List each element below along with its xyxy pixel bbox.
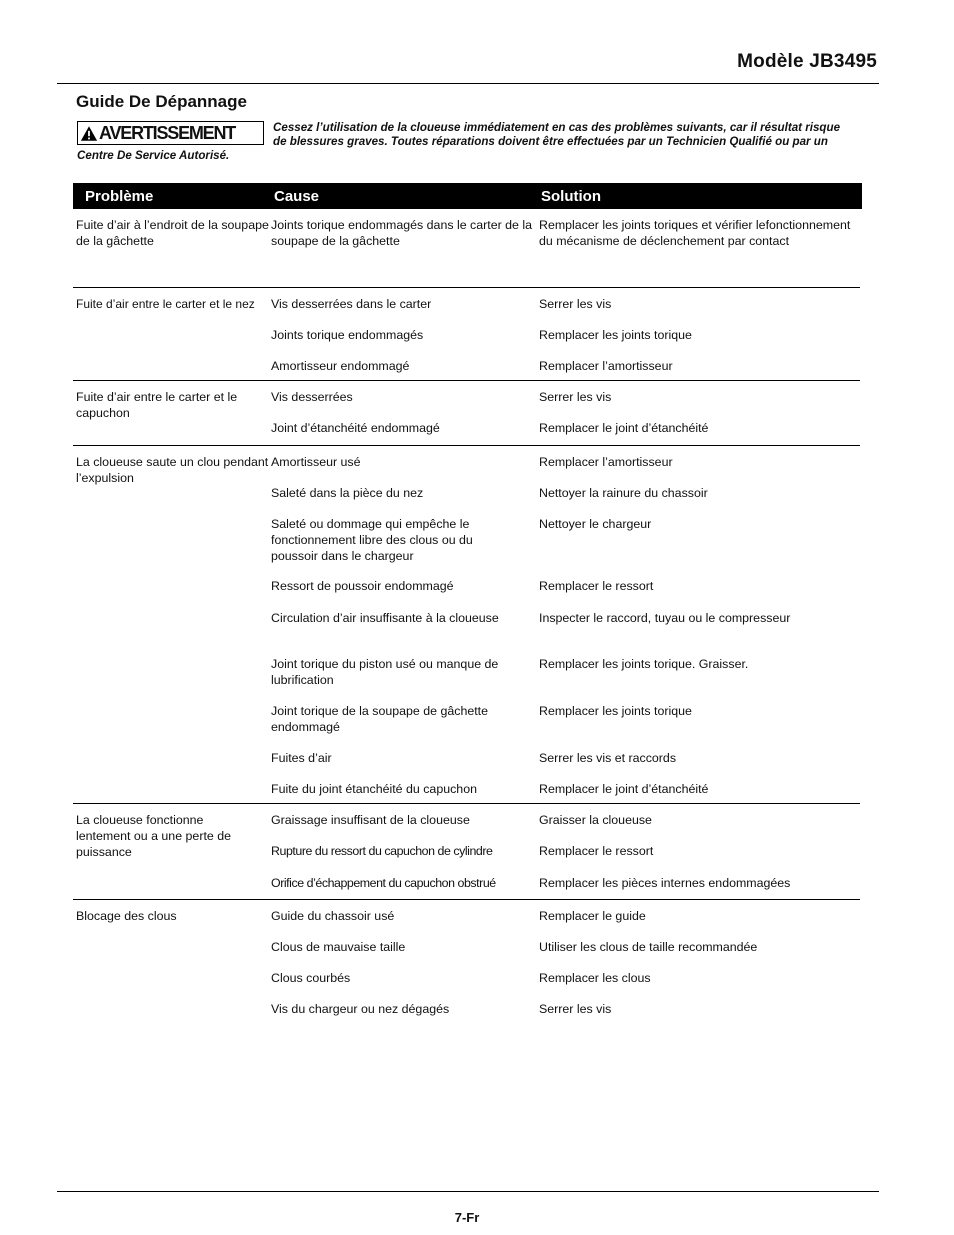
table-row: [269, 843, 860, 875]
table-row: [269, 389, 860, 420]
cause-cell: Clous courbés: [271, 971, 351, 985]
table-row: [269, 939, 860, 970]
troubleshooting-table: [73, 183, 862, 1020]
solution-cell: Remplacer le joint d’étanchéité: [539, 782, 709, 796]
table-group: [73, 804, 860, 900]
table-group: [73, 446, 860, 804]
cause-cell: Fuites d’air: [271, 751, 332, 765]
cause-cell: Saleté ou dommage qui empêche le fonctionnement libre des clous ou du poussoir dans le chargeur: [271, 517, 473, 563]
solution-cell: Serrer les vis et raccords: [539, 751, 677, 765]
cause-cell: Joints torique endommagés dans le carter de la soupape de la gâchette: [271, 218, 533, 248]
table-row: [269, 296, 860, 327]
table-row: [269, 656, 860, 703]
table-row: [269, 750, 860, 781]
solution-cell: Remplacer l’amortisseur: [539, 455, 673, 469]
table-row: [269, 703, 860, 750]
cause-cell: Vis desserrées dans le carter: [271, 297, 432, 311]
warning-triangle-icon: [80, 125, 98, 142]
header-rule: [57, 83, 879, 84]
table-row: [269, 781, 860, 797]
header-cause: Cause: [274, 187, 320, 205]
cause-cell: Guide du chassoir usé: [271, 909, 395, 923]
solution-cell: Serrer les vis: [539, 1002, 612, 1016]
table-group: [73, 381, 860, 446]
solution-cell: Utiliser les clous de taille recommandée: [539, 940, 758, 954]
cause-cell: Joint torique de la soupape de gâchette endommagé: [271, 704, 488, 734]
table-group: [73, 288, 860, 381]
cause-cell: Joint d’étanchéité endommagé: [271, 421, 440, 435]
solution-cell: Remplacer le guide: [539, 909, 646, 923]
problem-cell: Blocage des clous: [76, 909, 177, 923]
table-row: [269, 610, 860, 656]
cause-cell: Fuite du joint étanchéité du capuchon: [271, 782, 477, 796]
cause-cell: Joints torique endommagés: [271, 328, 424, 342]
footer-rule: [57, 1191, 879, 1192]
solution-cell: Remplacer le ressort: [539, 579, 654, 593]
cause-cell: Vis desserrées: [271, 390, 353, 404]
table-group: [73, 209, 860, 288]
solution-cell: Remplacer le ressort: [539, 844, 654, 858]
table-row: [269, 812, 860, 843]
warning-label: AVERTISSEMENT: [99, 123, 236, 143]
problem-cell: La cloueuse saute un clou pendant l’expulsion: [76, 455, 269, 485]
cause-cell: Graissage insuffisant de la cloueuse: [271, 813, 470, 827]
table-row: [269, 327, 860, 358]
cause-cell: Rupture du ressort du capuchon de cylindre: [271, 844, 493, 858]
warning-badge: [77, 121, 264, 145]
solution-cell: Remplacer les joints toriques et vérifier lefonctionnement du mécanisme de déclenchement par contact: [539, 218, 851, 248]
cause-cell: Circulation d’air insuffisante à la cloueuse: [271, 611, 499, 625]
cause-cell: Amortisseur usé: [271, 455, 361, 469]
cause-cell: Clous de mauvaise taille: [271, 940, 406, 954]
page-number: 7-Fr: [454, 1210, 480, 1225]
solution-cell: Remplacer les clous: [539, 971, 651, 985]
cause-cell: Amortisseur endommagé: [271, 359, 410, 373]
problem-cell: La cloueuse fonctionne lentement ou a une perte de puissance: [76, 813, 231, 859]
table-row: [269, 454, 860, 485]
solution-cell: Nettoyer le chargeur: [539, 517, 652, 531]
cause-cell: Orifice d’échappement du capuchon obstrué: [271, 876, 496, 890]
model-title: Modèle JB3495: [737, 51, 877, 72]
solution-cell: Serrer les vis: [539, 390, 612, 404]
table-row: [269, 420, 860, 436]
table-row: [269, 516, 860, 578]
solution-cell: Graisser la cloueuse: [539, 813, 652, 827]
section-title: Guide De Dépannage: [76, 92, 247, 111]
solution-cell: Remplacer les joints torique. Graisser.: [539, 657, 749, 671]
solution-cell: Remplacer les joints torique: [539, 704, 692, 718]
table-row: [269, 1001, 860, 1017]
solution-cell: Remplacer les joints torique: [539, 328, 692, 342]
solution-cell: Remplacer les pièces internes endommagées: [539, 876, 791, 890]
table-row: [269, 485, 860, 516]
warning-block: [77, 121, 847, 163]
solution-cell: Remplacer le joint d’étanchéité: [539, 421, 709, 435]
table-row: [269, 908, 860, 939]
solution-cell: Nettoyer la rainure du chassoir: [539, 486, 708, 500]
problem-cell: Fuite d’air à l’endroit de la soupape de la gâchette: [76, 218, 269, 248]
table-row: [269, 970, 860, 1001]
solution-cell: Serrer les vis: [539, 297, 612, 311]
table-row: [269, 358, 860, 374]
table-row: [269, 217, 860, 249]
warning-text: Cessez l’utilisation de la cloueuse immédiatement en cas des problèmes suivants, car il résultat risque de blessures graves. Toutes réparations doivent être effectuées par un Technicien Qualifié ou par un Centre De Service Autorisé.: [77, 121, 841, 162]
table-group: [73, 900, 860, 1020]
header-solution: Solution: [541, 187, 601, 205]
header-probleme: Problème: [85, 187, 154, 205]
problem-cell: Fuite d’air entre le carter et le nez: [76, 297, 255, 311]
table-row: [269, 875, 860, 891]
cause-cell: Vis du chargeur ou nez dégagés: [271, 1002, 450, 1016]
problem-cell: Fuite d’air entre le carter et le capuchon: [76, 390, 238, 420]
cause-cell: Ressort de poussoir endommagé: [271, 579, 454, 593]
solution-cell: Inspecter le raccord, tuyau ou le compresseur: [539, 611, 791, 625]
table-row: [269, 578, 860, 610]
solution-cell: Remplacer l’amortisseur: [539, 359, 673, 373]
cause-cell: Joint torique du piston usé ou manque de lubrification: [271, 657, 499, 687]
cause-cell: Saleté dans la pièce du nez: [271, 486, 424, 500]
